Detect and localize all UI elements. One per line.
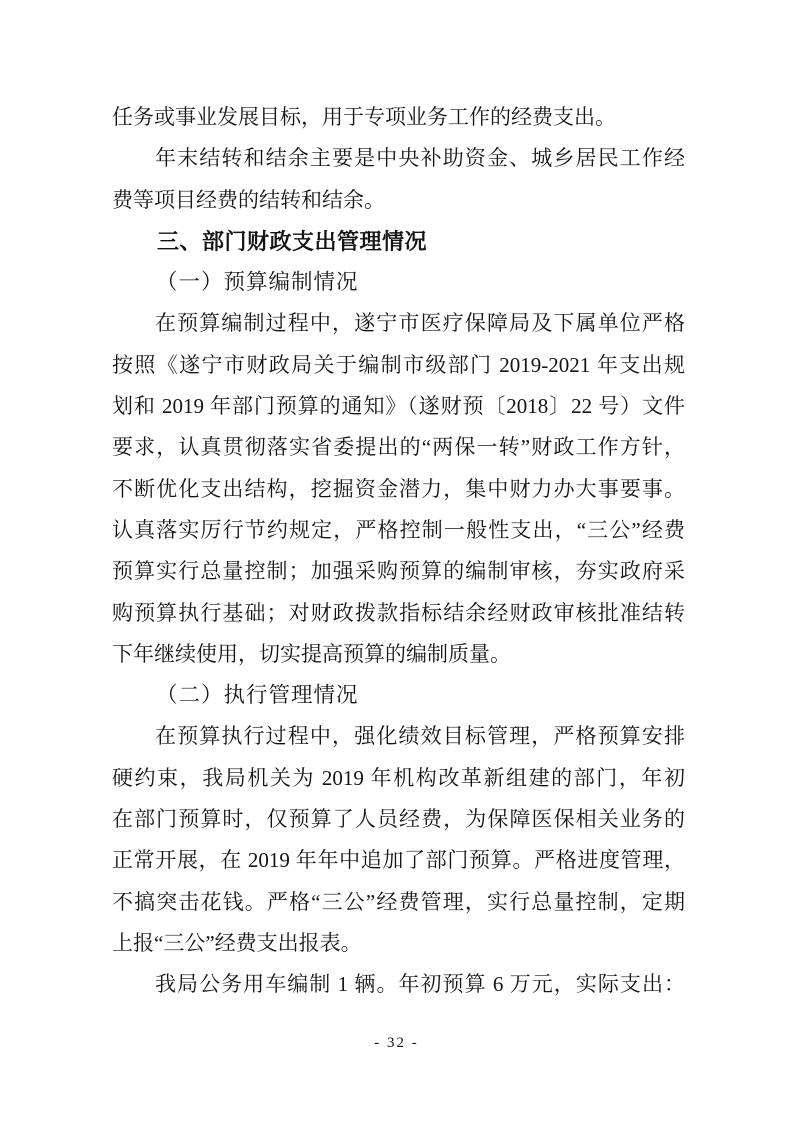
body-line: 认真落实厉行节约规定，严格控制一般性支出，“三公”经费 [112,517,685,542]
section-heading: 三、部门财政支出管理情况 [157,228,428,254]
body-line: 在预算执行过程中，强化绩效目标管理，严格预算安排 [155,724,685,749]
body-line: 在预算编制过程中，遂宁市医疗保障局及下属单位严格 [155,311,685,336]
subsection-heading: （二）执行管理情况 [156,683,359,708]
document-body [112,97,685,1006]
body-line: 上报“三公”经费支出报表。 [112,930,362,955]
body-line: 硬约束，我局机关为 2019 年机构改革新组建的部门，年初 [112,765,685,790]
body-line: 预算实行总量控制；加强采购预算的编制审核，夯实政府采 [112,559,685,584]
body-line: 下年继续使用，切实提高预算的编制质量。 [112,641,511,666]
body-line: 年末结转和结余主要是中央补助资金、城乡居民工作经 [155,146,685,171]
body-line: 划和 2019 年部门预算的通知》（遂财预〔2018〕22 号）文件 [112,394,685,419]
body-line: 我局公务用车编制 1 辆。年初预算 6 万元，实际支出： [155,972,685,997]
page-footer [0,1035,793,1052]
body-line: 任务或事业发展目标，用于专项业务工作的经费支出。 [112,105,616,129]
body-line: 要求，认真贯彻落实省委提出的“两保一转”财政工作方针， [112,435,685,460]
body-line: 按照《遂宁市财政局关于编制市级部门 2019-2021 年支出规 [112,352,685,377]
body-line: 正常开展，在 2019 年年中追加了部门预算。严格进度管理， [112,848,685,873]
body-line: 费等项目经费的结转和结余。 [112,187,385,212]
subsection-heading: （一）预算编制情况 [156,270,359,295]
page-number: - 32 - [374,1035,419,1051]
body-line: 购预算执行基础；对财政拨款指标结余经财政审核批准结转 [112,600,685,625]
body-line: 不断优化支出结构，挖掘资金潜力，集中财力办大事要事。 [112,476,685,501]
body-line: 不搞突击花钱。严格“三公”经费管理，实行总量控制，定期 [112,889,685,914]
body-line: 在部门预算时，仅预算了人员经费，为保障医保相关业务的 [112,807,685,832]
